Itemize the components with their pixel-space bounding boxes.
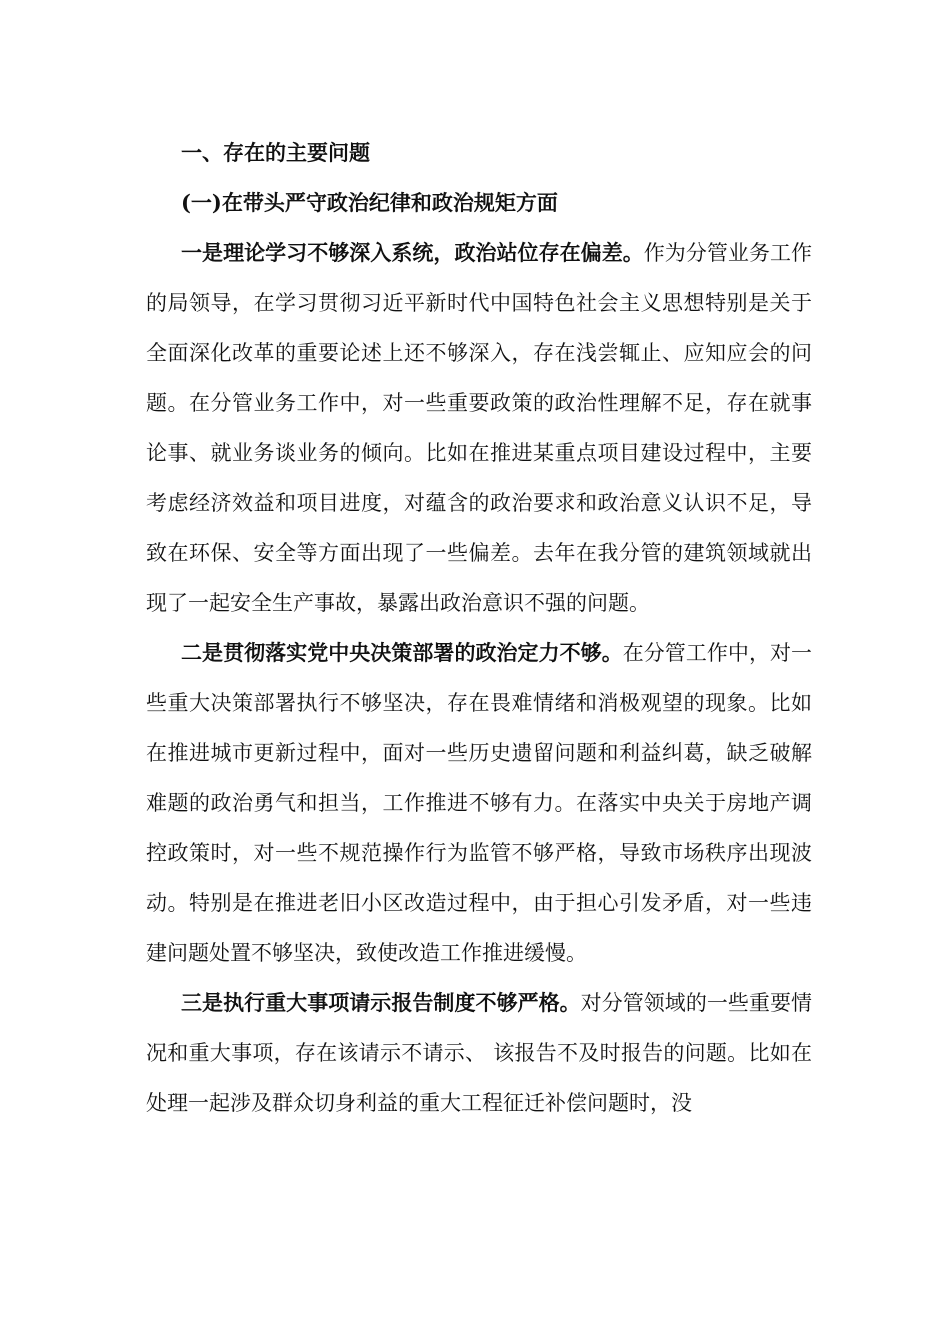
paragraph-3 [146, 978, 812, 1128]
paragraph-1 [146, 228, 812, 628]
document-body [146, 128, 812, 1128]
paragraph-body: 作为分管业务工作的局领导，在学习贯彻习近平新时代中国特色社会主义思想特别是关于全面深化改革的重要论述上还不够深入，存在浅尝辄止、应知应会的问题。在分管业务工作中，对一些重要政策的政治性理解不足，存在就事论事、就业务谈业务的倾向。比如在推进某重点项目建设过程中，主要考虑经济效益和项目进度，对蕴含的政治要求和政治意义认识不足，导致在环保、安全等方面出现了一些偏差。去年在我分管的建筑领域就出现了一起安全生产事故，暴露出政治意识不强的问题。 [146, 241, 813, 615]
paragraph-lead: 三是执行重大事项请示报告制度不够严格。 [181, 990, 581, 1015]
subsection-title: (一)在带头严守政治纪律和政治规矩方面 [181, 190, 558, 215]
paragraph-2 [146, 628, 812, 978]
section-title: 一、存在的主要问题 [181, 140, 370, 165]
paragraph-body: 对分管领域的一些重要情况和重大事项，存在该请示不请示、 该报告不及时报告的问题。比如在处理一起涉及群众切身利益的重大工程征迁补偿问题时，没 [146, 991, 813, 1115]
paragraph-lead: 一是理论学习不够深入系统，政治站位存在偏差。 [181, 240, 644, 265]
paragraph-lead: 二是贯彻落实党中央决策部署的政治定力不够。 [181, 640, 623, 665]
paragraph-body: 在分管工作中，对一些重大决策部署执行不够坚决，存在畏难情绪和消极观望的现象。比如在推进城市更新过程中，面对一些历史遗留问题和利益纠葛，缺乏破解难题的政治勇气和担当，工作推进不够有力。在落实中央关于房地产调控政策时，对一些不规范操作行为监管不够严格，导致市场秩序出现波动。特别是在推进老旧小区改造过程中，由于担心引发矛盾，对一些违建问题处置不够坚决，致使改造工作推进缓慢。 [146, 641, 813, 965]
